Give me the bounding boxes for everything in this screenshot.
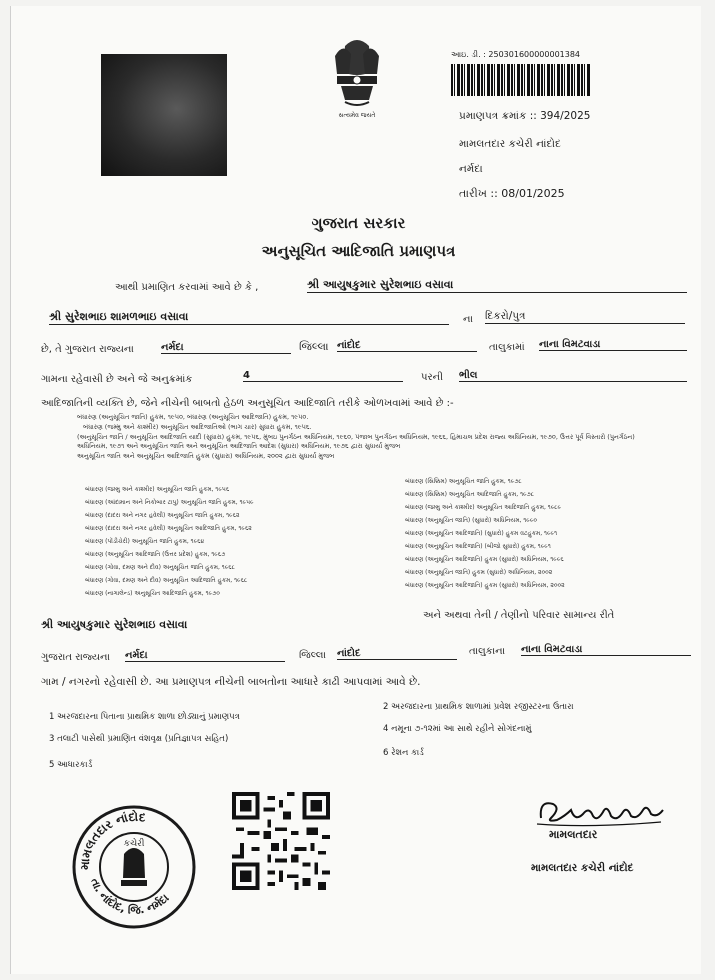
tribe-statement: આદિજાતિની વ્યક્તિ છે, જેને નીચેની બાબતો હેઠળ અનુસૂચિત આદિજાતિ તરીકે ઓળખવામાં આવે છે :- <box>41 398 454 409</box>
state-district: નર્મદા <box>161 342 291 354</box>
list-item: બંધારણ (સિક્કિમ) અનુસૂચિત આદિજાતિ હુકમ, ૧૯૭૮ <box>405 491 535 498</box>
document-item: 5 આધારકાર્ડ <box>49 760 93 770</box>
list-item: બંધારણ (પોંડીચેરી) અનુસૂચિત જાતિ હુકમ, ૧૯૬૪ <box>85 538 205 545</box>
applicant-name: શ્રી આયુષકુમાર સુરેશભાઇ વસાવા <box>307 278 687 293</box>
taluka: નાના વિમટવાડા <box>539 339 687 351</box>
applicant-photo <box>101 54 227 176</box>
list-item: બંધારણ (અનુસૂચિત જાતિ) હુકમ (સુધારો) અધિનિયમ, ૨૦૦૨ <box>405 569 553 576</box>
list-item: બંધારણ (અનુસૂચિત આદિજાતિ) હુકમ (સુધારો) અધિનિયમ, ૧૯૯૬ <box>405 556 564 563</box>
list-item: બંધારણ (ગોવા, દમણ અને દીવ) અનુસૂચિત આદિજાતિ હુકમ, ૧૯૬૮ <box>85 577 248 584</box>
district: નાંદોદ <box>337 340 477 352</box>
seal-bottom-text: તા. નાંદોદ, જિ. નર્મદા <box>87 876 172 917</box>
district-2: નાંદોદ <box>337 648 457 660</box>
certificate-title: અનુસૂચિત આદિજાતિ પ્રમાણપત્ર <box>261 242 456 260</box>
seal-inner-text: કચેરી <box>123 839 145 849</box>
office-seal-icon <box>69 802 199 932</box>
document-item: 2 અરજદારના પ્રાથમિક શાળામાં પ્રવેશ રજીસ્ટરના ઉતારા <box>383 702 574 712</box>
order-line: અધિનિયમ, ૧૯૭૧ અને અનુસૂચિત જાતિ અને અનુસૂચિત આદિજાતિ આદેશ (સુધારા) અધિનિયમ, ૧૯૭૬ દ્વારા સુધાર્યા મુજબ <box>77 442 401 451</box>
order-line: બંધારણ (જમ્મુ અને કાશ્મીર) અનુસૂચિત આદિજાતિઓ (ભાગ ચાર) સુધારા હુકમ, ૧૯૫૬. <box>83 422 312 431</box>
document-item: 4 નમૂના ૭-૧૨માં આ સાથે રહીને સોગંદનામું <box>383 724 532 734</box>
orders-left-list <box>85 486 385 603</box>
certify-text: આથી પ્રમાણિત કરવામાં આવે છે કે , <box>115 282 259 293</box>
order-line: (અનુસૂચિત જાતિ / અનુસૂચિત આદિજાતિ યાદી (સુધારા) હુકમ, ૧૯૫૬, મુંબઇ પુનર્ગઠન અધિનિયમ, ૧૯૬૦, પંજાબ પુનર્ગઠન અધિનિયમ, ૧૯૬૬, હિમાચલ પ્રદેશ રાજ્ય અધિનિયમ, ૧૯૭૦, ઉત્તર પૂર્વ વિસ્તારો (પુનર્ગઠન) <box>77 432 635 441</box>
emblem-caption: સત્યમેવ જયતે <box>338 112 376 119</box>
taluka-label: તાલુકામાં <box>489 342 525 353</box>
list-item: બંધારણ (દાદરા અને નગર હવેલી) અનુસૂચિત જાતિ હુકમ, ૧૯૬૨ <box>85 512 240 519</box>
list-item: બંધારણ (જમ્મુ અને કાશ્મીર) અનુસૂચિત આદિજાતિ હુકમ, ૧૯૮૯ <box>405 504 562 511</box>
document-item: 3 તલાટી પાસેથી પ્રમાણિત વંશવૃક્ષ (પ્રતિજ્ઞાપત્ર સહિત) <box>49 734 229 744</box>
resident-prefix-2: ગુજરાત રાજ્યના <box>41 652 110 663</box>
issue-date: તારીખ :: 08/01/2025 <box>459 187 565 200</box>
office-name: મામલતદાર કચેરી નાંદોદ <box>459 138 561 150</box>
order-line: બંધારણ (અનુસૂચિત જાતિ) હુકમ, ૧૯૫૦, બંધારણ (અનુસૂચિત આદિજાતિ) હુકમ, ૧૯૫૦. <box>77 413 309 421</box>
list-item: બંધારણ (અનુસૂચિત જાતિ) (સુધારો) અધિનિયમ, ૧૯૯૦ <box>405 517 538 524</box>
barcode-number: આઇ. ડી. : 250301600000001384 <box>451 50 581 59</box>
list-item: બંધારણ (જમ્મુ અને કાશ્મીર) અનુસૂચિત જાતિ હુકમ, ૧૯૫૬ <box>85 486 230 493</box>
list-item: બંધારણ (અનુસૂચિત આદિજાતિ (ઉત્તર પ્રદેશ) હુકમ, ૧૯૬૭ <box>85 551 226 558</box>
document-item: 6 રેશન કાર્ડ <box>383 748 424 758</box>
orders-text <box>77 414 687 460</box>
closing-text: ગામ / નગરનો રહેવાસી છે. આ પ્રમાણપત્ર નીચેની બાબતોના આધારે કાઢી આપવામાં આવે છે. <box>41 676 421 688</box>
taluka-2: નાના વિમટવાડા <box>521 644 691 656</box>
applicant-name-repeat: શ્રી આયુષકુમાર સુરેશભાઇ વસાવા <box>41 618 188 631</box>
state-district-2: નર્મદા <box>125 650 285 662</box>
village-prefix: ગામના રહેવાસી છે અને જે અનુક્રમાંક <box>41 374 193 385</box>
signature-text: Hemalkumar <box>581 823 621 830</box>
resident-prefix: છે, તે ગુજરાત રાજ્યના <box>41 344 134 355</box>
office-district: નર્મદા <box>459 163 483 175</box>
list-item: બંધારણ (ગોવા, દમણ અને દીવ) અનુસૂચિત જાતિ હુકમ, ૧૯૬૮ <box>85 564 235 571</box>
father-name: શ્રી સુરેશભાઇ શામળભાઇ વસાવા <box>49 310 449 325</box>
list-item: બંધારણ (નાગાલેન્ડ) અનુસૂચિત આદિજાતિ હુકમ, ૧૯૭૦ <box>85 590 220 597</box>
list-item: બંધારણ (સિક્કિમ) અનુસૂચિત જાતિ હુકમ, ૧૯૭૮ <box>405 478 522 485</box>
qr-code[interactable] <box>231 792 331 890</box>
relation: દિકરો/પુત્ર <box>485 310 685 324</box>
relation-prefix: ના <box>463 314 473 325</box>
designation: મામલતદાર <box>549 828 598 841</box>
orders-right-list <box>405 478 695 595</box>
list-item: બંધારણ (દાદરા અને નગર હવેલી) અનુસૂચિત આદિજાતિ હુકમ, ૧૯૬૨ <box>85 525 252 532</box>
signature <box>531 792 671 832</box>
government-title: ગુજરાત સરકાર <box>311 214 406 232</box>
taluka-label-2: તાલુકાના <box>469 646 506 657</box>
seal-top-text: મામલતદાર નાંદોદ <box>77 809 147 871</box>
barcode <box>451 64 591 96</box>
tribe: ભીલ <box>459 370 687 382</box>
certificate-page <box>10 6 701 974</box>
list-item: બંધારણ (આંદામાન અને નિકોબાર ટાપુ) અનુસૂચિત જાતિ હુકમ, ૧૯૫૯ <box>85 499 254 506</box>
office-footer: મામલતદાર કચેરી નાંદોદ <box>531 862 634 874</box>
district-label-2: જિલ્લા <box>299 650 326 661</box>
certificate-number: પ્રમાણપત્ર ક્રમાંક :: 394/2025 <box>459 110 591 122</box>
document-item: 1 અરજદારના પિતાના પ્રાથમિક શાળા છોડ્યાનું પ્રમાણપત્ર <box>49 712 240 722</box>
serial-number: 4 <box>243 370 403 382</box>
list-item: બંધારણ (અનુસૂચિત આદિજાતિ) હુકમ (સુધારો) અધિનિયમ, ૨૦૦૨ <box>405 582 565 589</box>
tribe-prefix: પરની <box>421 372 443 383</box>
family-text: અને અથવા તેની / તેણીનો પરિવાર સામાન્ય રીતે <box>423 610 615 621</box>
list-item: બંધારણ (અનુસૂચિત આદિજાતિ) (બીજો સુધારો) હુકમ, ૧૯૯૧ <box>405 543 551 550</box>
district-label: જિલ્લા <box>299 340 329 353</box>
order-line: અનુસૂચિત જાતિ અને અનુસૂચિત આદિજાતિ હુકમ (સુધારા) અધિનિયમ, ૨૦૦૨ દ્વારા સુધાર્યા મુજબ <box>77 452 335 461</box>
list-item: બંધારણ (અનુસૂચિત આદિજાતિ) (સુધારો) હુકમ વટહુકમ, ૧૯૯૧ <box>405 530 558 537</box>
